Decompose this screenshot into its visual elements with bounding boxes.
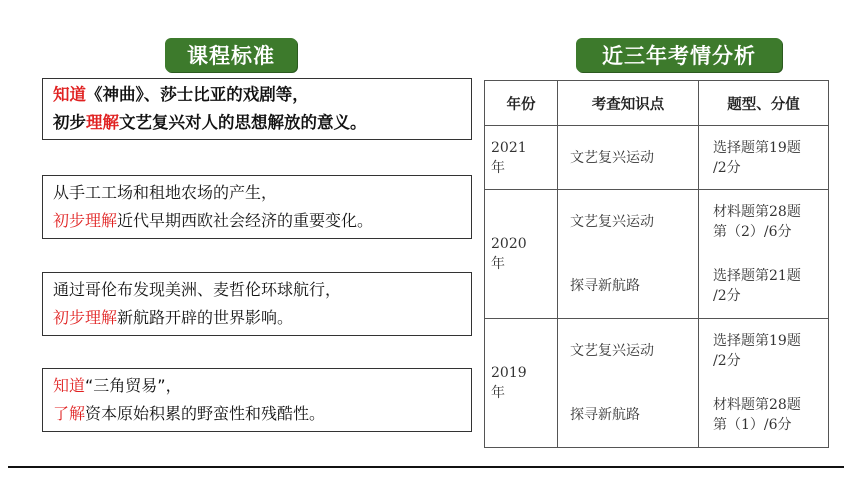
question-type: 选择题第19题 <box>713 139 801 156</box>
standard-box-1 <box>42 78 472 140</box>
question-score: /2分 <box>713 159 741 176</box>
exam-analysis-table <box>484 80 829 448</box>
standard-3-line-1: 通过哥伦布发现美洲、麦哲伦环球航行， <box>53 280 342 299</box>
knowledge-point: 文艺复兴运动 <box>570 343 654 359</box>
standard-text: “三角贸易”， <box>85 376 182 395</box>
exam-analysis-heading: 近三年考情分析 <box>576 38 782 72</box>
question-cell <box>699 126 829 190</box>
keyword-understand: 初步理解 <box>53 308 118 327</box>
knowledge-point: 探寻新航路 <box>570 278 640 294</box>
standard-1-line-1 <box>53 81 461 109</box>
knowledge-point: 文艺复兴运动 <box>570 149 654 166</box>
keyword-learn: 了解 <box>53 404 86 423</box>
year-value: 2020 <box>491 236 527 252</box>
knowledge-point: 文艺复兴运动 <box>570 214 654 230</box>
question-score: 第（1）/6分 <box>713 417 792 433</box>
knowledge-point-cell <box>558 126 699 190</box>
keyword-know: 知道 <box>53 85 86 104</box>
keyword-know: 知道 <box>53 376 86 395</box>
question-cell <box>699 319 829 448</box>
table-header-row <box>485 81 829 126</box>
keyword-understand: 初步理解 <box>53 211 118 230</box>
keyword-understand: 理解 <box>86 113 119 132</box>
knowledge-point: 探寻新航路 <box>570 407 640 423</box>
standard-box-2 <box>42 175 472 239</box>
year-value: 2019 <box>491 365 527 381</box>
standard-text: 近代早期西欧社会经济的重要变化。 <box>117 211 374 230</box>
question-type: 选择题第19题 <box>713 333 801 349</box>
table-row-2021 <box>485 126 829 190</box>
standard-text: 《神曲》、莎士比亚的戏剧等， <box>86 85 309 104</box>
standard-text: 新航路开辟的世界影响。 <box>117 308 294 327</box>
question-type: 材料题第28题 <box>713 397 801 413</box>
standard-2-line-1: 从手工工场和租地农场的产生， <box>53 183 278 202</box>
standard-text: 初步 <box>53 113 86 132</box>
year-suffix: 年 <box>491 256 505 272</box>
header-question-type: 题型、分值 <box>699 81 829 126</box>
question-type: 材料题第28题 <box>713 204 801 220</box>
standard-3-line-2 <box>53 304 461 332</box>
standard-text: 资本原始积累的野蛮性和残酷性。 <box>85 404 326 423</box>
question-cell <box>699 190 829 319</box>
question-type: 选择题第21题 <box>713 268 801 284</box>
standard-box-4 <box>42 368 472 432</box>
question-score: /2分 <box>713 353 741 369</box>
standard-1-line-2 <box>53 109 461 137</box>
standard-4-line-2 <box>53 400 461 428</box>
year-cell <box>485 126 558 190</box>
bottom-divider <box>8 466 844 468</box>
year-suffix: 年 <box>491 385 505 401</box>
standard-text: 文艺复兴对人的思想解放的意义。 <box>119 113 367 132</box>
question-score: 第（2）/6分 <box>713 224 792 240</box>
year-value: 2021 <box>491 139 527 156</box>
table-row-2019 <box>485 319 829 448</box>
header-year: 年份 <box>485 81 558 126</box>
standard-2-line-2 <box>53 207 461 235</box>
header-knowledge-point: 考查知识点 <box>558 81 699 126</box>
standard-4-line-1 <box>53 372 461 400</box>
course-standard-heading: 课程标准 <box>165 38 297 72</box>
knowledge-point-cell <box>558 190 699 319</box>
year-cell <box>485 319 558 448</box>
year-suffix: 年 <box>491 159 505 176</box>
table-row-2020 <box>485 190 829 319</box>
year-cell <box>485 190 558 319</box>
question-score: /2分 <box>713 288 741 304</box>
knowledge-point-cell <box>558 319 699 448</box>
standard-box-3 <box>42 272 472 336</box>
